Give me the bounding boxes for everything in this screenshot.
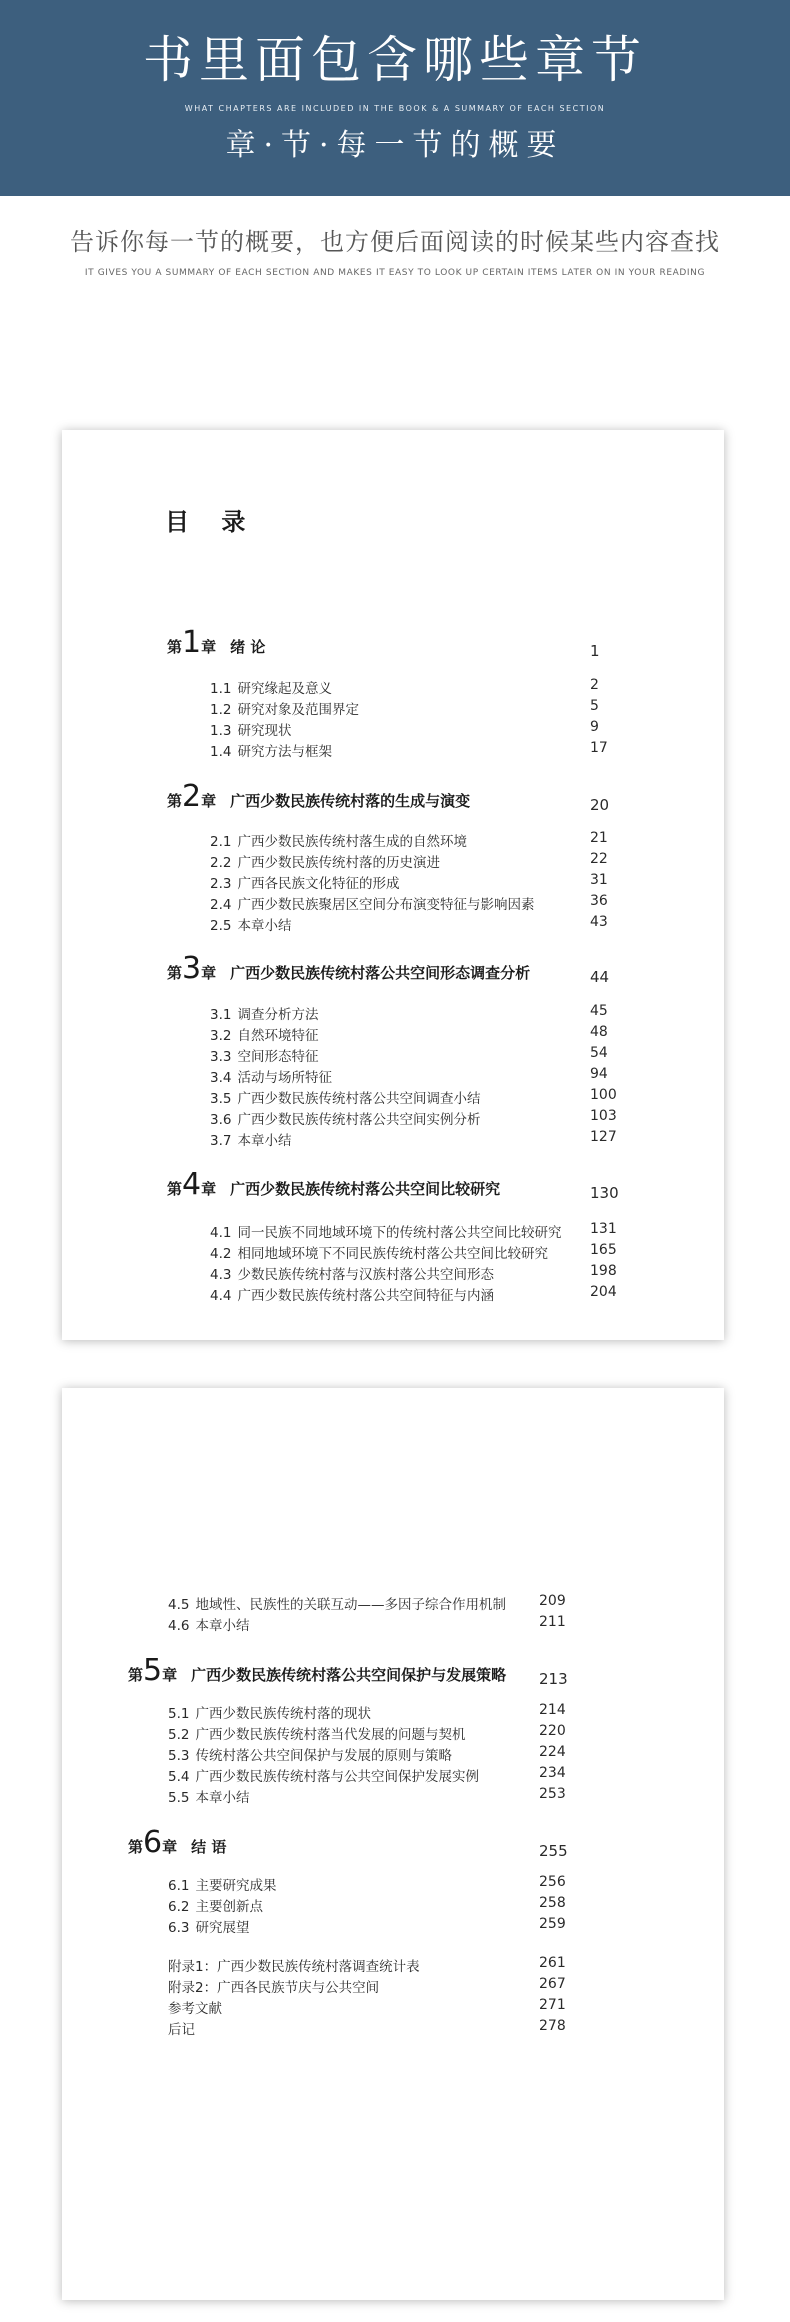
section-number: 1.1: [210, 681, 232, 697]
section-page: 94: [590, 1066, 608, 1082]
chapter-number: 4: [182, 1167, 202, 1202]
section-page: 2: [590, 677, 599, 693]
toc-entry-2-2[interactable]: [210, 851, 440, 871]
section-title: 广西少数民族传统村落的现状: [195, 1706, 371, 1722]
section-title: 广西少数民族传统村落公共空间调查小结: [237, 1091, 481, 1107]
chapter-suffix: 章: [201, 638, 217, 656]
section-title: 主要创新点: [195, 1899, 263, 1915]
toc-entry-5-3[interactable]: [168, 1744, 452, 1764]
section-page: 165: [590, 1242, 617, 1258]
toc-entry-6-3[interactable]: [168, 1916, 249, 1936]
section-page: 198: [590, 1263, 617, 1279]
appendix-title: 附录2：广西各民族节庆与公共空间: [168, 1980, 380, 1996]
toc-entry-6-2[interactable]: [168, 1895, 263, 1915]
toc-entry-3-3[interactable]: [210, 1045, 318, 1065]
toc-entry-3-5[interactable]: [210, 1087, 480, 1107]
chapter-title: 广西少数民族传统村落公共空间比较研究: [230, 1180, 501, 1198]
chapter-prefix: 第: [167, 1180, 183, 1198]
section-page: 17: [590, 740, 608, 756]
chapter-4-heading[interactable]: [167, 1167, 501, 1202]
section-number: 4.2: [210, 1246, 232, 1262]
section-title: 自然环境特征: [237, 1028, 319, 1044]
section-number: 2.1: [210, 834, 232, 850]
section-number: 4.4: [210, 1288, 232, 1304]
toc-entry-1-3[interactable]: [210, 719, 291, 739]
section-number: 1.4: [210, 744, 232, 760]
section-number: 3.4: [210, 1070, 232, 1086]
section-number: 3.7: [210, 1133, 232, 1149]
chapter-3-heading[interactable]: [167, 951, 531, 986]
section-number: 3.5: [210, 1091, 232, 1107]
toc-entry-2-1[interactable]: [210, 830, 467, 850]
section-page: 211: [539, 1614, 566, 1630]
section-page: 36: [590, 893, 608, 909]
chapter-number: 3: [182, 951, 202, 986]
toc-entry-5-1[interactable]: [168, 1702, 371, 1722]
section-title: 地域性、民族性的关联互动——多因子综合作用机制: [195, 1597, 506, 1613]
section-page: 209: [539, 1593, 566, 1609]
toc-entry-2-4[interactable]: [210, 893, 534, 913]
chapter-suffix: 章: [162, 1666, 178, 1684]
banner-subtitle-en: WHAT CHAPTERS ARE INCLUDED IN THE BOOK & A SUMMARY OF EACH SECTION: [184, 104, 606, 113]
section-page: 54: [590, 1045, 608, 1061]
chapter-suffix: 章: [201, 1180, 217, 1198]
toc-entry-3-6[interactable]: [210, 1108, 480, 1128]
chapter-2-heading[interactable]: [167, 779, 471, 814]
section-title: 本章小结: [237, 918, 292, 934]
section-title: 调查分析方法: [237, 1007, 319, 1023]
toc-entry-5-5[interactable]: [168, 1786, 249, 1806]
section-title: 活动与场所特征: [237, 1070, 332, 1086]
toc-entry-3-4[interactable]: [210, 1066, 332, 1086]
section-page: 234: [539, 1765, 566, 1781]
chapter-prefix: 第: [128, 1838, 144, 1856]
chapter-title: 结 语: [191, 1838, 227, 1856]
chapter-prefix: 第: [167, 638, 183, 656]
appendix-page: 267: [539, 1976, 566, 1992]
section-number: 5.2: [168, 1727, 190, 1743]
section-page: 103: [590, 1108, 617, 1124]
section-page: 5: [590, 698, 599, 714]
section-title: 本章小结: [195, 1790, 250, 1806]
section-number: 2.3: [210, 876, 232, 892]
toc-entry-1-4[interactable]: [210, 740, 332, 760]
section-title: 广西少数民族传统村落生成的自然环境: [237, 834, 467, 850]
section-page: 204: [590, 1284, 617, 1300]
section-title: 相同地域环境下不同民族传统村落公共空间比较研究: [237, 1246, 548, 1262]
chapter-suffix: 章: [201, 792, 217, 810]
section-title: 本章小结: [237, 1133, 292, 1149]
chapter-1-heading[interactable]: [167, 625, 266, 660]
section-page: 9: [590, 719, 599, 735]
toc-entry-4-2[interactable]: [210, 1242, 548, 1262]
section-page: 131: [590, 1221, 617, 1237]
appendix-title: 后记: [168, 2022, 195, 2038]
appendix-page: 261: [539, 1955, 566, 1971]
section-page: 21: [590, 830, 608, 846]
section-number: 2.2: [210, 855, 232, 871]
section-title: 研究缘起及意义: [237, 681, 332, 697]
section-number: 4.3: [210, 1267, 232, 1283]
chapter-prefix: 第: [167, 792, 183, 810]
chapter-page: 213: [539, 1670, 568, 1688]
section-title: 广西各民族文化特征的形成: [237, 876, 400, 892]
chapter-number: 5: [143, 1653, 163, 1688]
section-number: 4.5: [168, 1597, 190, 1613]
chapter-prefix: 第: [128, 1666, 144, 1684]
section-page: 220: [539, 1723, 566, 1739]
section-page: 224: [539, 1744, 566, 1760]
banner-title: 书里面包含哪些章节: [143, 31, 647, 89]
section-title: 研究方法与框架: [237, 744, 332, 760]
chapter-prefix: 第: [167, 964, 183, 982]
appendix-title: 参考文献: [168, 2001, 222, 2017]
section-page: 31: [590, 872, 608, 888]
toc-entry-2-5[interactable]: [210, 914, 291, 934]
section-number: 3.2: [210, 1028, 232, 1044]
toc-page-2: [62, 1388, 724, 2300]
section-number: 3.1: [210, 1007, 232, 1023]
section-title: 主要研究成果: [195, 1878, 277, 1894]
section-number: 5.1: [168, 1706, 190, 1722]
section-number: 1.2: [210, 702, 232, 718]
toc-entry-4-3[interactable]: [210, 1263, 494, 1283]
section-number: 4.1: [210, 1225, 232, 1241]
toc-heading: 目 录: [165, 508, 258, 536]
toc-entry-3-7[interactable]: [210, 1129, 291, 1149]
toc-entry-5-4[interactable]: [168, 1765, 479, 1785]
section-title: 同一民族不同地域环境下的传统村落公共空间比较研究: [237, 1225, 562, 1241]
appendix-title: 附录1：广西少数民族传统村落调查统计表: [168, 1959, 420, 1975]
section-number: 2.5: [210, 918, 232, 934]
section-number: 3.6: [210, 1112, 232, 1128]
section-title: 广西少数民族传统村落当代发展的问题与契机: [195, 1727, 466, 1743]
section-number: 6.3: [168, 1920, 190, 1936]
section-number: 5.5: [168, 1790, 190, 1806]
section-number: 6.2: [168, 1899, 190, 1915]
toc-entry-3-1[interactable]: [210, 1003, 318, 1023]
toc-entry-6-1[interactable]: [168, 1874, 276, 1894]
section-number: 5.4: [168, 1769, 190, 1785]
section-page: 48: [590, 1024, 608, 1040]
chapter-page: 44: [590, 968, 610, 986]
chapter-5-heading[interactable]: [128, 1653, 507, 1688]
section-title: 广西少数民族传统村落公共空间实例分析: [237, 1112, 481, 1128]
toc-page-1: [62, 430, 724, 1340]
section-page: 259: [539, 1916, 566, 1932]
toc-entry-5-2[interactable]: [168, 1723, 465, 1743]
section-number: 4.6: [168, 1618, 190, 1634]
section-title: 广西少数民族聚居区空间分布演变特征与影响因素: [237, 897, 535, 913]
section-page: 258: [539, 1895, 566, 1911]
chapter-title: 绪 论: [230, 638, 266, 656]
toc-appendix-1[interactable]: [168, 1955, 420, 1975]
toc-entry-1-1[interactable]: [210, 677, 332, 697]
tagline: 告诉你每一节的概要，也方便后面阅读的时候某些内容查找: [70, 228, 720, 256]
toc-entry-2-3[interactable]: [210, 872, 399, 892]
toc-entry-4-5[interactable]: [168, 1593, 506, 1613]
toc-entry-4-6[interactable]: [168, 1614, 249, 1634]
section-page: 22: [590, 851, 608, 867]
toc-entry-4-4[interactable]: [210, 1284, 494, 1304]
appendix-page: 271: [539, 1997, 566, 2013]
toc-references[interactable]: [168, 1997, 222, 2017]
chapter-number: 2: [182, 779, 202, 814]
chapter-page: 20: [590, 796, 610, 814]
toc-postscript[interactable]: [168, 2018, 195, 2038]
toc-entry-3-2[interactable]: [210, 1024, 318, 1044]
chapter-6-heading[interactable]: [128, 1825, 227, 1860]
section-title: 研究对象及范围界定: [237, 702, 359, 718]
tagline-en: IT GIVES YOU A SUMMARY OF EACH SECTION AND MAKES IT EASY TO LOOK UP CERTAIN ITEMS LATER ON IN YOUR READING: [84, 268, 706, 278]
section-title: 研究现状: [237, 723, 292, 739]
chapter-page: 255: [539, 1842, 568, 1860]
section-number: 6.1: [168, 1878, 190, 1894]
toc-entry-4-1[interactable]: [210, 1221, 561, 1241]
section-title: 空间形态特征: [237, 1049, 319, 1065]
banner-subtitle: 章·节·每一节的概要: [225, 128, 565, 163]
header-banner: [0, 0, 790, 196]
section-number: 3.3: [210, 1049, 232, 1065]
section-title: 广西少数民族传统村落公共空间特征与内涵: [237, 1288, 494, 1304]
chapter-page: 1: [590, 642, 600, 660]
section-number: 5.3: [168, 1748, 190, 1764]
section-page: 253: [539, 1786, 566, 1802]
section-page: 256: [539, 1874, 566, 1890]
section-title: 研究展望: [195, 1920, 250, 1936]
chapter-title: 广西少数民族传统村落的生成与演变: [230, 792, 471, 810]
section-page: 127: [590, 1129, 617, 1145]
toc-appendix-2[interactable]: [168, 1976, 379, 1996]
section-page: 45: [590, 1003, 608, 1019]
chapter-title: 广西少数民族传统村落公共空间形态调查分析: [230, 964, 531, 982]
chapter-suffix: 章: [201, 964, 217, 982]
section-title: 传统村落公共空间保护与发展的原则与策略: [195, 1748, 452, 1764]
section-number: 2.4: [210, 897, 232, 913]
section-title: 广西少数民族传统村落的历史演进: [237, 855, 440, 871]
section-page: 214: [539, 1702, 566, 1718]
section-title: 少数民族传统村落与汉族村落公共空间形态: [237, 1267, 494, 1283]
section-title: 广西少数民族传统村落与公共空间保护发展实例: [195, 1769, 479, 1785]
section-title: 本章小结: [195, 1618, 250, 1634]
section-number: 1.3: [210, 723, 232, 739]
appendix-page: 278: [539, 2018, 566, 2034]
chapter-number: 6: [143, 1825, 163, 1860]
chapter-number: 1: [182, 625, 202, 660]
toc-entry-1-2[interactable]: [210, 698, 359, 718]
section-page: 43: [590, 914, 608, 930]
chapter-title: 广西少数民族传统村落公共空间保护与发展策略: [191, 1666, 507, 1684]
section-page: 100: [590, 1087, 617, 1103]
chapter-suffix: 章: [162, 1838, 178, 1856]
chapter-page: 130: [590, 1184, 619, 1202]
